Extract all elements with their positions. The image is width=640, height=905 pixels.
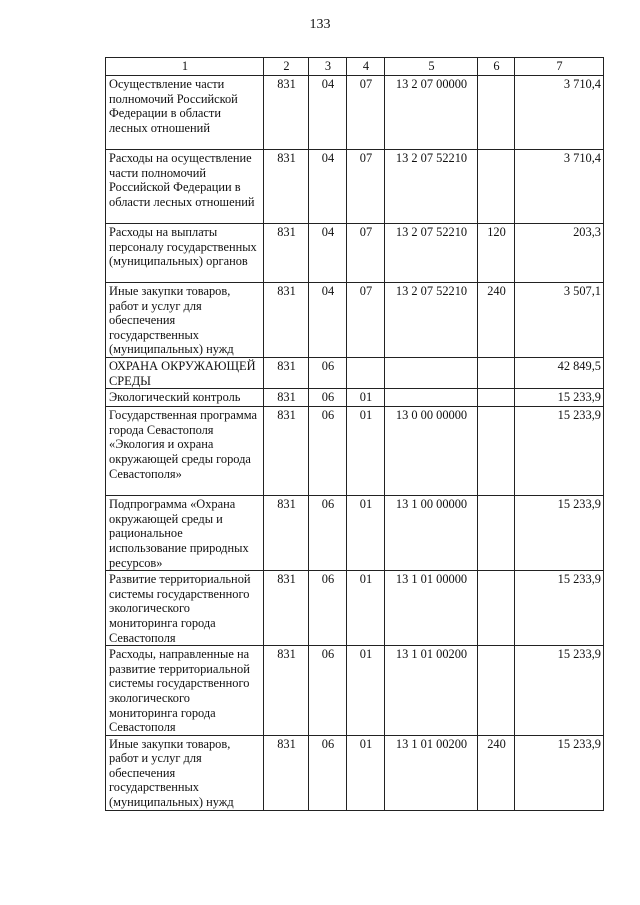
table-row: [106, 224, 604, 283]
row-expense-type: [478, 357, 515, 388]
row-ministry-code: 831: [264, 150, 309, 224]
table-row: [106, 283, 604, 358]
row-description: Осуществление части полномочий Российской Федерации в области лесных отношений: [106, 76, 264, 150]
row-section-code: 06: [309, 407, 347, 496]
row-subsection-code: [347, 357, 385, 388]
row-expense-type: [478, 571, 515, 646]
row-expense-type: 120: [478, 224, 515, 283]
row-description: Расходы на выплаты персоналу государственных (муниципальных) органов: [106, 224, 264, 283]
table-row: [106, 646, 604, 736]
column-header: 3: [309, 58, 347, 76]
row-target-article: 13 2 07 52210: [385, 283, 478, 358]
page-number: 133: [309, 17, 331, 32]
row-subsection-code: 01: [347, 571, 385, 646]
row-description: Подпрограмма «Охрана окружающей среды и рациональное использование природных ресурсов»: [106, 496, 264, 571]
table-row: [106, 389, 604, 407]
row-section-code: 04: [309, 224, 347, 283]
row-subsection-code: 01: [347, 389, 385, 407]
row-expense-type: [478, 496, 515, 571]
column-header: 2: [264, 58, 309, 76]
row-subsection-code: 01: [347, 735, 385, 810]
table-row: [106, 357, 604, 388]
row-subsection-code: 01: [347, 646, 385, 736]
row-amount: 3 710,4: [515, 150, 604, 224]
row-ministry-code: 831: [264, 496, 309, 571]
row-expense-type: [478, 389, 515, 407]
row-expense-type: [478, 407, 515, 496]
row-amount: 3 710,4: [515, 76, 604, 150]
row-amount: 203,3: [515, 224, 604, 283]
row-section-code: 06: [309, 496, 347, 571]
row-section-code: 06: [309, 357, 347, 388]
row-expense-type: [478, 76, 515, 150]
row-description: Экологический контроль: [106, 389, 264, 407]
row-section-code: 04: [309, 76, 347, 150]
row-section-code: 04: [309, 150, 347, 224]
row-target-article: 13 2 07 00000: [385, 76, 478, 150]
row-description: Расходы на осуществление части полномочий Российской Федерации в области лесных отношений: [106, 150, 264, 224]
column-header: 4: [347, 58, 385, 76]
table-row: [106, 571, 604, 646]
column-header: 7: [515, 58, 604, 76]
row-subsection-code: 07: [347, 224, 385, 283]
row-description: Иные закупки товаров, работ и услуг для обеспечения государственных (муниципальных) нужд: [106, 735, 264, 810]
row-amount: 15 233,9: [515, 407, 604, 496]
row-ministry-code: 831: [264, 357, 309, 388]
row-description: Развитие территориальной системы государственного экологического мониторинга города Севастополя: [106, 571, 264, 646]
row-target-article: [385, 389, 478, 407]
row-target-article: 13 1 00 00000: [385, 496, 478, 571]
row-section-code: 06: [309, 646, 347, 736]
table-row: [106, 76, 604, 150]
row-description: Расходы, направленные на развитие территориальной системы государственного экологического мониторинга города Севастополя: [106, 646, 264, 736]
row-ministry-code: 831: [264, 407, 309, 496]
table-row: [106, 407, 604, 496]
row-amount: 15 233,9: [515, 571, 604, 646]
row-target-article: 13 0 00 00000: [385, 407, 478, 496]
row-section-code: 04: [309, 283, 347, 358]
budget-table: [105, 57, 604, 811]
row-expense-type: [478, 150, 515, 224]
row-target-article: 13 2 07 52210: [385, 150, 478, 224]
row-target-article: 13 1 01 00200: [385, 646, 478, 736]
row-expense-type: [478, 646, 515, 736]
row-expense-type: 240: [478, 283, 515, 358]
row-section-code: 06: [309, 571, 347, 646]
row-section-code: 06: [309, 389, 347, 407]
row-amount: 42 849,5: [515, 357, 604, 388]
row-ministry-code: 831: [264, 735, 309, 810]
row-ministry-code: 831: [264, 224, 309, 283]
row-description: ОХРАНА ОКРУЖАЮЩЕЙ СРЕДЫ: [106, 357, 264, 388]
row-amount: 15 233,9: [515, 389, 604, 407]
table-row: [106, 735, 604, 810]
row-description: Государственная программа города Севастополя «Экология и охрана окружающей среды города Севастополя»: [106, 407, 264, 496]
row-amount: 15 233,9: [515, 735, 604, 810]
row-subsection-code: 01: [347, 407, 385, 496]
row-amount: 3 507,1: [515, 283, 604, 358]
row-target-article: 13 1 01 00200: [385, 735, 478, 810]
table-header-row: [106, 58, 604, 76]
column-header: 6: [478, 58, 515, 76]
row-target-article: [385, 357, 478, 388]
row-section-code: 06: [309, 735, 347, 810]
row-description: Иные закупки товаров, работ и услуг для обеспечения государственных (муниципальных) нужд: [106, 283, 264, 358]
row-expense-type: 240: [478, 735, 515, 810]
column-header: 1: [106, 58, 264, 76]
table-row: [106, 496, 604, 571]
row-ministry-code: 831: [264, 571, 309, 646]
row-ministry-code: 831: [264, 389, 309, 407]
row-amount: 15 233,9: [515, 646, 604, 736]
table-row: [106, 150, 604, 224]
row-subsection-code: 01: [347, 496, 385, 571]
row-target-article: 13 2 07 52210: [385, 224, 478, 283]
row-ministry-code: 831: [264, 283, 309, 358]
row-ministry-code: 831: [264, 76, 309, 150]
row-target-article: 13 1 01 00000: [385, 571, 478, 646]
row-subsection-code: 07: [347, 150, 385, 224]
row-subsection-code: 07: [347, 76, 385, 150]
row-subsection-code: 07: [347, 283, 385, 358]
row-ministry-code: 831: [264, 646, 309, 736]
row-amount: 15 233,9: [515, 496, 604, 571]
column-header: 5: [385, 58, 478, 76]
